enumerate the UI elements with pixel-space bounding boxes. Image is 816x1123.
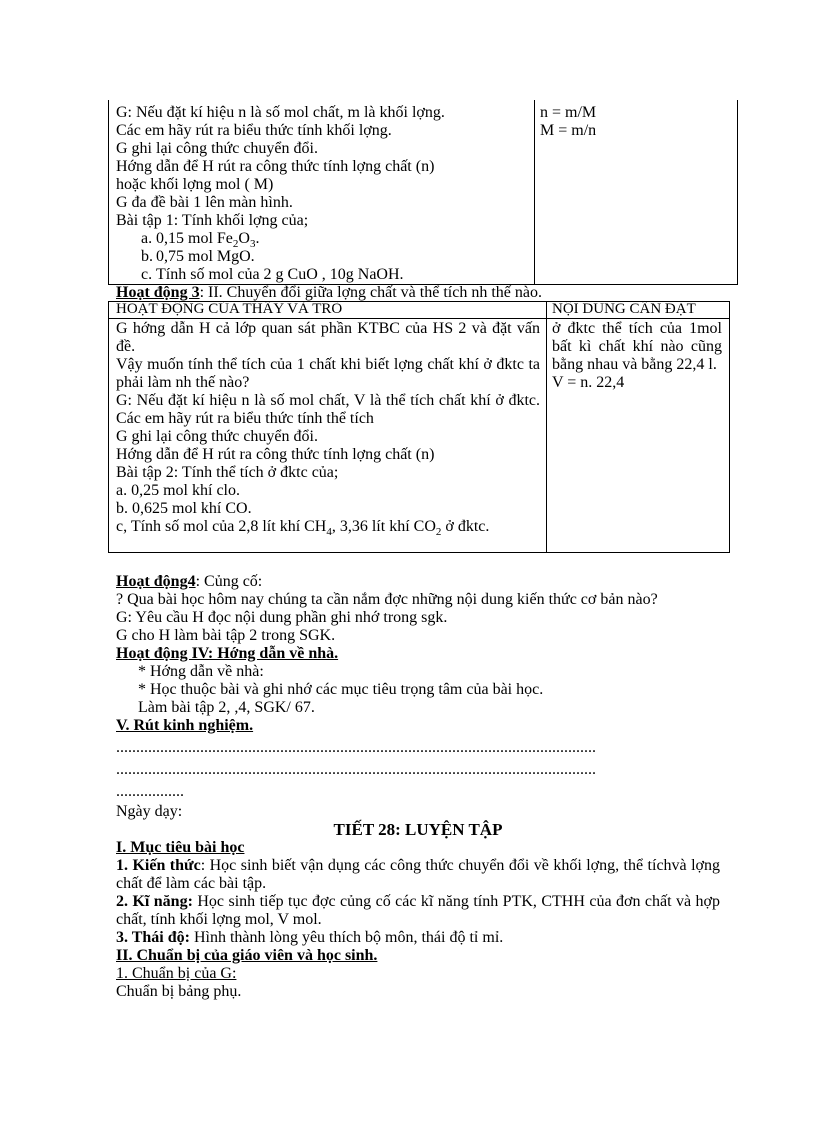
teacher-student-activities [116, 104, 530, 284]
date-label: Ngày dạy: [116, 803, 183, 820]
text-line: Hớng dẫn để H rút ra công thức tính lợng chất (n) [116, 446, 435, 463]
text-line: G: Nếu đặt kí hiệu n là số mol chất, m là khối lợng. [116, 104, 445, 121]
text-line: * Học thuộc bài và ghi nhớ các mục tiêu trọng tâm của bài học. [138, 681, 544, 698]
conversion-table-mass [108, 100, 738, 285]
text-line: G ghi lại công thức chuyển đổi. [116, 140, 318, 157]
formula-line: V = n. 22,4 [552, 374, 625, 391]
lesson-title: TIẾT 28: LUYỆN TẬP [333, 820, 503, 839]
dotted-line: ........................................................................................................................ [116, 761, 596, 778]
text-line: c, Tính số mol của 2,8 lít khí $CH_4$, 3,36 lít khí $CO_2$ ở đktc. [116, 518, 490, 539]
text-line: G cho H làm bài tập 2 trong SGK. [116, 627, 336, 644]
header-content: NỘI DUNG CẦN ĐẠT [552, 302, 696, 317]
preparation-heading: II. Chuẩn bị của giáo viên và học sinh. [116, 947, 378, 964]
text-line: G: Nếu đặt kí hiệu n là số mol chất, V là thể tích chất khí ở đktc. Các em hãy rút ra biểu thức tính thể tích [116, 392, 540, 427]
header-activities: HOẠT ĐỘNG CỦA THẦY VÀ TRÒ [116, 302, 343, 317]
text-line: Vậy muốn tính thể tích của 1 chất khi biết lợng chất khí ở đktc ta phải làm nh thế nào? [116, 356, 540, 391]
preparation-text: Chuẩn bị bảng phụ. [116, 983, 242, 1000]
skill-objective: 2. Kĩ năng: Học sinh tiếp tục đợc củng cố các kĩ năng tính PTK, CTHH của đơn chất và hợp chất, tính khối lợng mol, V mol. [116, 893, 721, 928]
text-line: Làm bài tập 2, ,4, SGK/ 67. [138, 699, 315, 716]
formula-line: n = m/M [540, 104, 597, 121]
exercise-1-list [116, 230, 530, 284]
attitude-objective: 3. Thái độ: Hình thành lòng yêu thích bộ môn, thái độ tỉ mỉ. [116, 929, 504, 946]
activity-4-heading: Hoạt động4: Củng cố: [116, 573, 263, 590]
text-line: Các em hãy rút ra biểu thức tính khối lợng. [116, 122, 392, 139]
list-item: a. 0,15 mol $Fe_2O_3$. [141, 230, 260, 251]
content-to-achieve [552, 320, 722, 392]
objectives-heading: I. Mục tiêu bài học [116, 839, 245, 856]
text-line: G đa đề bài 1 lên màn hình. [116, 194, 293, 211]
knowledge-objective: 1. Kiến thức: Học sinh biết vận dụng các công thức chuyển đổi về khối lợng, thể tíchvà lợng chất để làm các bài tập. [116, 857, 720, 892]
list-item: c. Tính số mol của 2 g CuO , 10g NaOH. [141, 266, 404, 283]
text-line: Hớng dẫn để H rút ra công thức tính lợng chất (n) [116, 158, 435, 175]
text-line: b. 0,625 mol khí CO. [116, 500, 252, 517]
text-line: ? Qua bài học hôm nay chúng ta cần nắm đợc những nội dung kiến thức cơ bản nào? [116, 591, 658, 608]
table-header-row [109, 302, 729, 319]
text-line: a. 0,25 mol khí clo. [116, 482, 240, 499]
activity-IV-heading: Hoạt động IV: Hớng dẫn về nhà. [116, 645, 339, 662]
formula-line: M = m/n [540, 122, 597, 139]
text-line: Bài tập 1: Tính khối lợng của; [116, 212, 309, 229]
text-line: hoặc khối lợng mol ( M) [116, 176, 274, 193]
conversion-table-volume [108, 301, 730, 553]
dotted-line: ........................................................................................................................ [116, 739, 596, 756]
text-line: Bài tập 2: Tính thể tích ở đktc của; [116, 464, 339, 481]
activity-3-heading: Hoạt động 3: II. Chuyển đổi giữa lợng chất và thể tích nh thế nào. [116, 284, 542, 301]
column-divider [546, 302, 547, 552]
teacher-student-activities [116, 320, 540, 539]
dotted-line: ................. [116, 783, 184, 800]
preparation-subheading: 1. Chuẩn bị của G: [116, 965, 237, 982]
list-item: b. 0,75 mol MgO. [141, 248, 255, 265]
text-line: ở đktc thể tích của 1mol bất kì chất khí nào cũng bằng nhau và bằng 22,4 l. [552, 320, 722, 373]
section-5-heading: V. Rút kinh nghiệm. [116, 717, 254, 734]
content-to-achieve [540, 104, 730, 140]
text-line: G hớng dẫn H cả lớp quan sát phần KTBC của HS 2 và đặt vấn đề. [116, 320, 540, 355]
text-line: * Hớng dẫn về nhà: [138, 663, 264, 680]
text-line: G: Yêu cầu H đọc nội dung phần ghi nhớ trong sgk. [116, 609, 448, 626]
column-divider [534, 100, 535, 284]
lesson-body [116, 573, 720, 1001]
text-line: G ghi lại công thức chuyển đổi. [116, 428, 318, 445]
